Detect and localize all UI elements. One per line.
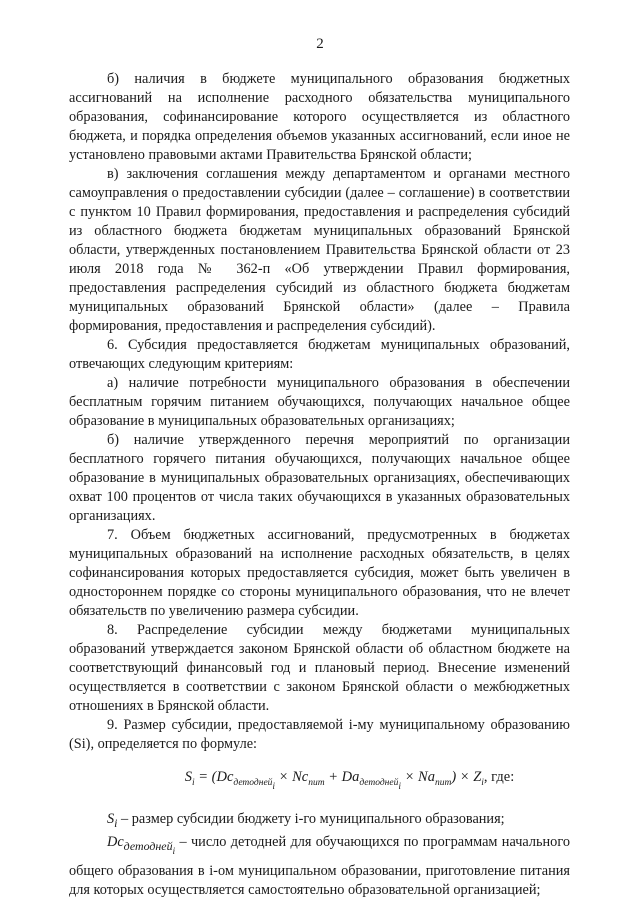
formula-times-1: × xyxy=(275,769,293,785)
formula-da-sub: детодней xyxy=(359,778,399,788)
formula-plus: + xyxy=(324,769,342,785)
paragraph-6a: а) наличие потребности муниципального образования в обеспечении бесплатным горячим питанием обучающихся, получающих начальное общее образование в муниципальных образовательных организациях; xyxy=(69,375,570,429)
paragraph-7: 7. Объем бюджетных ассигнований, предусмотренных в бюджетах муниципальных образований на исполнение расходных обязательств, в целях софинансирования которых предоставляется субсидия, может быть увеличен в одностороннем порядке со стороны муниципального образования, что не влечет обязательств по увеличению размера субсидии. xyxy=(69,527,570,619)
formula-close: ) × xyxy=(451,769,474,785)
definition-si-term: S xyxy=(107,811,115,827)
definition-si-term-sub: i xyxy=(114,815,118,830)
paragraph-8: 8. Распределение субсидии между бюджетами муниципальных образований утверждается законом Брянской области об областном бюджете на соответствующий финансовый год и плановый период. Внесение изменений осуществляется в соответствии с законом Брянской области о межбюджетных отношениях в Брянской области. xyxy=(69,622,570,714)
formula-z: Z xyxy=(473,769,482,785)
formula-times-2: × xyxy=(400,769,419,785)
formula-s: S xyxy=(184,769,192,785)
definition-dc-text: – число детодней для обучающихся по программам начального общего образования в i-ом муниципальном образовании, приготовление питания для которых осуществляется самостоятельно образовательной организацией; xyxy=(69,833,570,898)
definition-dc xyxy=(69,833,570,900)
formula-da-subsub: i xyxy=(398,782,401,792)
paragraph-9: 9. Размер субсидии, предоставляемой i-му муниципальному образованию (Si), определяется по формуле: xyxy=(69,717,570,752)
formula-dc: Dc xyxy=(216,769,234,785)
formula-z-sub: i xyxy=(481,778,484,788)
definition-si xyxy=(69,810,570,833)
formula-dc-sub: детодней xyxy=(233,778,273,788)
paragraph-6b: б) наличие утвержденного перечня мероприятий по организации бесплатного горячего питания обучающихся, получающих начальное общее образование в муниципальных образовательных организациях, обеспечивающих охват 100 процентов от числа таких обучающихся в указанных образовательных организациях. xyxy=(69,432,570,524)
definition-dc-term-sub: детодней xyxy=(123,838,173,853)
definition-dc-term: Dc xyxy=(107,833,124,850)
formula-eq: = ( xyxy=(194,769,217,785)
document-body xyxy=(69,70,570,900)
subsidy-formula xyxy=(69,768,570,797)
formula-dc-subsub: i xyxy=(272,782,276,792)
paragraph-5b: б) наличия в бюджете муниципального образования бюджетных ассигнований на исполнение расходного обязательства муниципального образования, софинансирование которого осуществляется из областного бюджета, и порядка определения объемов указанных ассигнований, если иное не установлено правовыми актами Правительства Брянской области; xyxy=(69,71,570,163)
paragraph-6: 6. Субсидия предоставляется бюджетам муниципальных образований, отвечающих следующим критериям: xyxy=(69,337,570,372)
formula-s-sub: i xyxy=(191,778,195,788)
formula-na: Na xyxy=(418,769,435,785)
formula-nc: Nc xyxy=(292,769,309,785)
formula-da: Da xyxy=(341,769,360,785)
formula-tail: , где: xyxy=(483,769,515,785)
paragraph-5v: в) заключения соглашения между департаментом и органами местного самоуправления о предоставлении субсидии (далее – соглашение) в соответствии с пунктом 10 Правил формирования, предоставления и распределения субсидий из областного бюджета бюджетам муниципальных образований Брянской области, утвержденных постановлением Правительства Брянской области от 23 июля 2018 года № 362-п «Об утверждении Правил формирования, предоставления распределения субсидий из областного бюджета бюджетам муниципальных образований Брянской области» (далее – Правила формирования, предоставления и распределения субсидий). xyxy=(69,166,570,334)
formula-na-sub: пит xyxy=(434,778,452,788)
definition-si-text: – размер субсидии бюджету i-го муниципального образования; xyxy=(117,811,505,827)
page-number: 2 xyxy=(316,36,324,52)
definition-dc-term-subsub: i xyxy=(172,846,176,857)
formula-nc-sub: пит xyxy=(308,778,325,788)
